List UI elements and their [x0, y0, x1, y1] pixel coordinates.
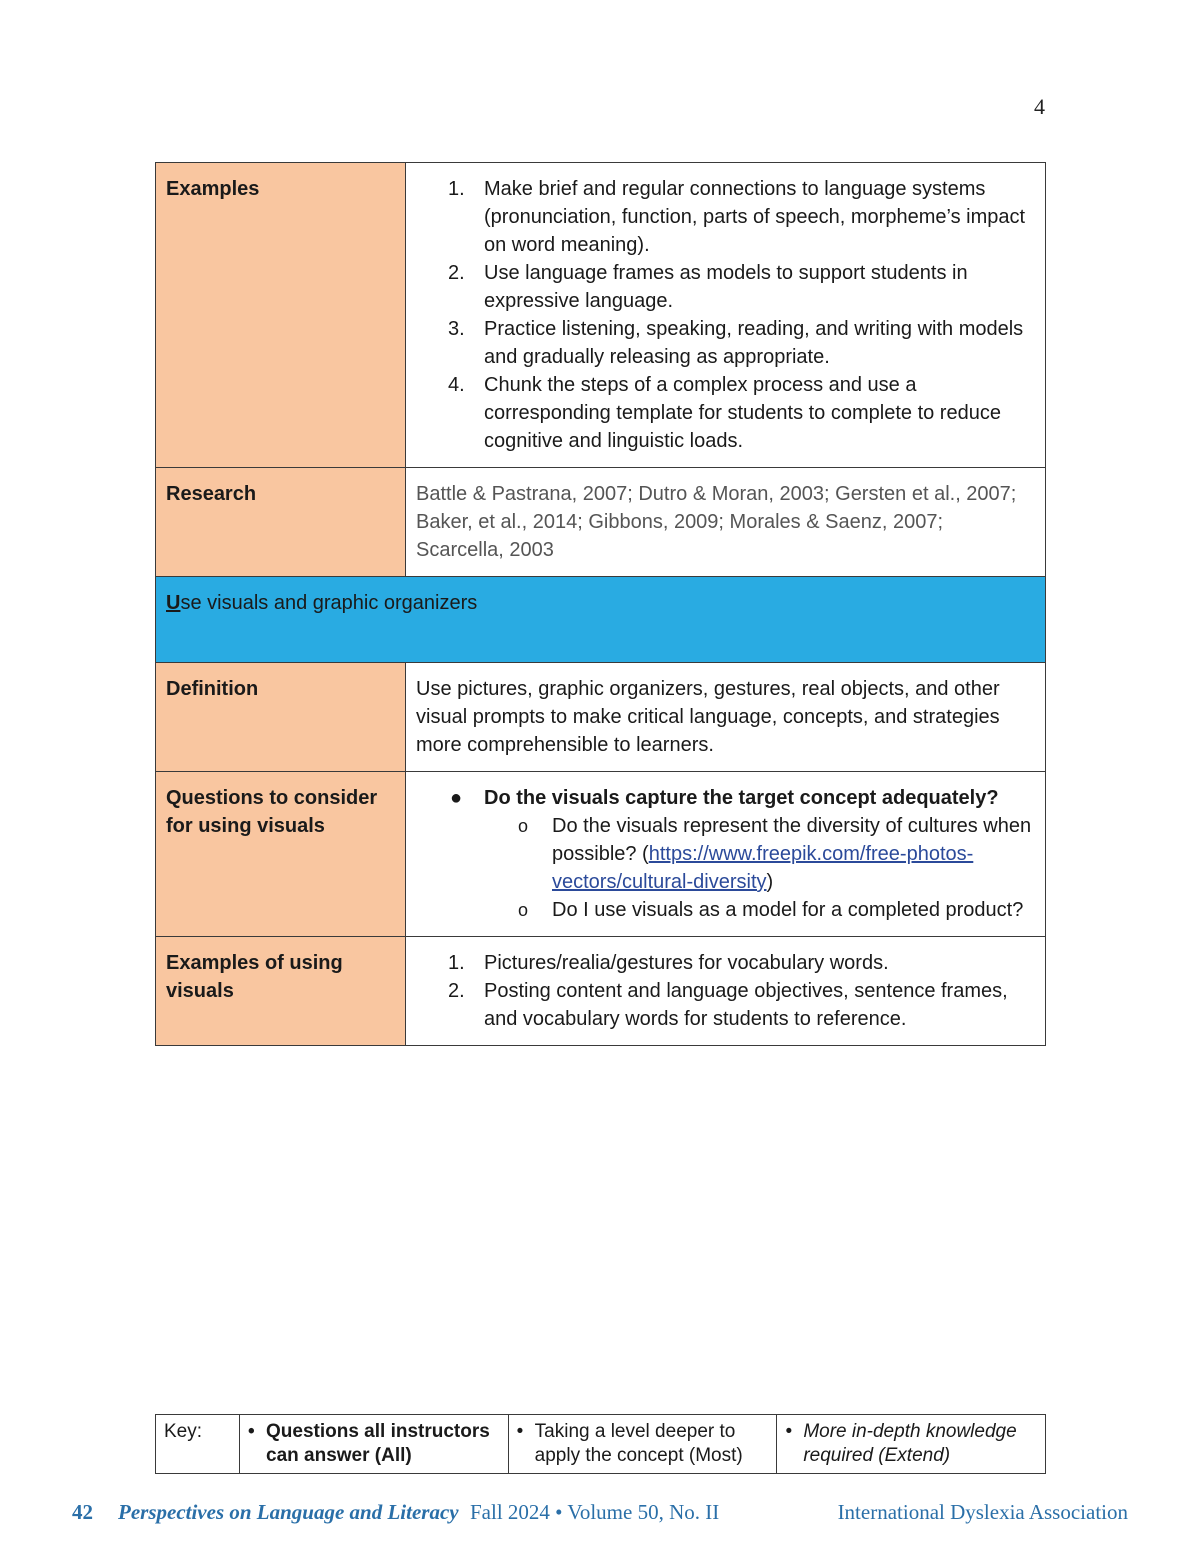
questions-list [448, 784, 1035, 924]
list-number: 2. [448, 262, 465, 284]
key-all: Questions all instructors can answer (All) [266, 1421, 490, 1466]
circle-bullet-icon: o [518, 816, 529, 836]
footer-organization: International Dyslexia Association [837, 1500, 1128, 1524]
key-extend: More in-depth knowledge required (Extend) [803, 1421, 1017, 1466]
examples-row [156, 163, 1046, 468]
sub-question-text: Do the visuals represent the diversity of cultures when possible? ( [552, 815, 1032, 865]
list-text: Make brief and regular connections to language systems (pronunciation, function, parts of speech, morpheme’s impact on word meaning). [484, 178, 1026, 256]
key-label: Key: [156, 1415, 240, 1474]
bullet-icon: ● [450, 787, 463, 809]
section-heading-initial: U [166, 592, 181, 614]
questions-content [406, 772, 1046, 937]
key-all-cell [240, 1415, 509, 1474]
list-item [448, 315, 1035, 371]
list-number: 4. [448, 374, 465, 396]
sub-questions-list [516, 812, 1035, 924]
bullet-icon: • [516, 1421, 524, 1442]
footer-issue: Fall 2024 • Volume 50, No. II [470, 1500, 720, 1524]
list-item [448, 977, 1035, 1033]
questions-row [156, 772, 1046, 937]
examples-label: Examples [156, 163, 406, 468]
list-item [448, 949, 1035, 977]
main-question: Do the visuals capture the target concept adequately? [484, 787, 999, 809]
key-table [155, 1414, 1046, 1474]
list-number: 2. [448, 980, 465, 1002]
footer-journal-title: Perspectives on Language and Literacy [118, 1500, 459, 1524]
questions-label: Questions to consider for using visuals [156, 772, 406, 937]
definition-text: Use pictures, graphic organizers, gestures, real objects, and other visual prompts to make critical language, concepts, and strategies more comprehensible to learners. [406, 663, 1046, 772]
list-item [516, 812, 1035, 896]
list-number: 1. [448, 952, 465, 974]
list-text: Use language frames as models to support students in expressive language. [484, 262, 968, 312]
examples-content [406, 163, 1046, 468]
bullet-icon: • [785, 1421, 792, 1442]
key-most-cell [508, 1415, 777, 1474]
list-text: Practice listening, speaking, reading, and writing with models and gradually releasing as appropriate. [484, 318, 1024, 368]
footer-page-number: 42 [72, 1500, 93, 1524]
examples-list [448, 175, 1035, 455]
bullet-icon: • [248, 1421, 255, 1442]
examples-visuals-list [448, 949, 1035, 1033]
section-header-row [156, 577, 1046, 663]
list-number: 1. [448, 178, 465, 200]
section-heading [156, 577, 1046, 663]
page-number: 4 [1034, 94, 1045, 119]
key-extend-cell [777, 1415, 1046, 1474]
examples-visuals-content [406, 937, 1046, 1046]
examples-visuals-row [156, 937, 1046, 1046]
list-item [448, 175, 1035, 259]
list-text: Pictures/realia/gestures for vocabulary words. [484, 952, 889, 974]
research-citations: Battle & Pastrana, 2007; Dutro & Moran, 2003; Gersten et al., 2007; Baker, et al., 2014; Gibbons, 2009; Morales & Saenz, 2007; Scarcella, 2003 [406, 468, 1046, 577]
strategy-table [155, 162, 1046, 1046]
freepik-link[interactable]: https://www.freepik.com/free-photos-vectors/cultural-diversity [552, 843, 974, 893]
page-footer [72, 1500, 1128, 1526]
research-row [156, 468, 1046, 577]
section-heading-text: se visuals and graphic organizers [180, 592, 478, 614]
list-item [516, 896, 1035, 924]
list-text: Posting content and language objectives, sentence frames, and vocabulary words for students to reference. [484, 980, 1008, 1030]
list-text: Chunk the steps of a complex process and use a corresponding template for students to complete to reduce cognitive and linguistic loads. [484, 374, 1001, 452]
research-label: Research [156, 468, 406, 577]
list-item [448, 371, 1035, 455]
list-number: 3. [448, 318, 465, 340]
key-row [156, 1415, 1046, 1474]
list-item [448, 784, 1035, 924]
circle-bullet-icon: o [518, 900, 529, 920]
sub-question-close: ) [766, 871, 774, 893]
key-most: Taking a level deeper to apply the concept (Most) [534, 1421, 743, 1466]
definition-label: Definition [156, 663, 406, 772]
list-item [448, 259, 1035, 315]
sub-question-text: Do I use visuals as a model for a completed product? [552, 899, 1024, 921]
definition-row [156, 663, 1046, 772]
examples-visuals-label: Examples of using visuals [156, 937, 406, 1046]
